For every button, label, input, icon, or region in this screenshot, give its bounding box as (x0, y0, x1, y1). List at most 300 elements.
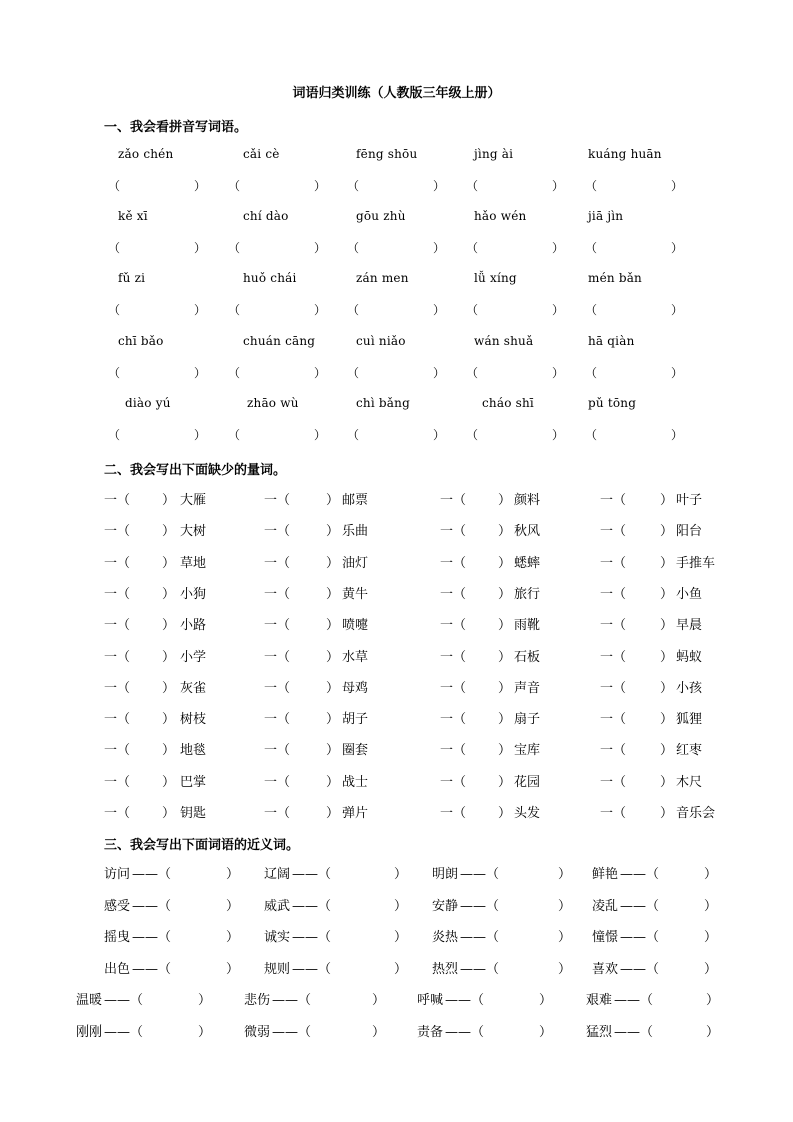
pinyin-prompt: fēng shōu (356, 147, 418, 161)
pinyin-prompt: lǚ xíng (474, 271, 517, 285)
measure-word-item (264, 708, 404, 726)
close-paren: ） (372, 1025, 386, 1040)
open-paren: （ (585, 366, 598, 380)
measure-prefix: 一（ (104, 524, 131, 540)
measure-prefix: 一（ (104, 806, 131, 821)
close-paren: ） (194, 303, 207, 317)
measure-noun: 母鸡 (342, 680, 369, 696)
close-paren: ） (326, 743, 340, 759)
measure-word-item (440, 614, 580, 632)
measure-word-item (440, 677, 580, 695)
close-paren: ） (539, 993, 553, 1009)
close-paren: ） (326, 524, 340, 540)
close-paren: ） (314, 241, 327, 255)
measure-noun: 乐曲 (342, 524, 369, 540)
measure-noun: 喷嚏 (342, 618, 369, 634)
close-paren: ） (660, 806, 674, 821)
measure-noun: 小学 (180, 649, 207, 665)
close-paren: ） (704, 961, 718, 977)
synonym-item (592, 926, 732, 944)
close-paren: ） (433, 428, 446, 442)
measure-word-item (600, 583, 740, 601)
synonym-dash: ——（ (132, 867, 172, 882)
answer-blank (228, 301, 328, 317)
open-paren: （ (108, 303, 121, 317)
close-paren: ） (194, 179, 207, 193)
synonym-word: 热烈 (432, 961, 459, 977)
measure-prefix: 一（ (264, 743, 291, 759)
synonym-item (244, 989, 384, 1007)
pinyin-prompt: cháo shī (482, 396, 534, 410)
close-paren: ） (194, 366, 207, 380)
pinyin-prompt: wán shuǎ (474, 334, 534, 348)
close-paren: ） (394, 867, 408, 882)
synonym-item (244, 1021, 384, 1039)
answer-blank (466, 364, 566, 380)
measure-noun: 弹片 (342, 806, 369, 821)
measure-word-item (264, 552, 404, 570)
measure-noun: 地毯 (180, 743, 207, 759)
measure-noun: 小鱼 (676, 586, 703, 602)
synonym-item (586, 1021, 726, 1039)
measure-prefix: 一（ (440, 586, 467, 602)
synonym-word: 悲伤 (244, 993, 271, 1009)
answer-blank (347, 239, 447, 255)
measure-noun: 钥匙 (180, 806, 207, 821)
measure-noun: 蚂蚁 (676, 649, 703, 665)
synonym-item (417, 1021, 557, 1039)
measure-word-item (600, 677, 740, 695)
measure-word-item (440, 520, 580, 538)
synonym-item (592, 863, 732, 881)
measure-prefix: 一（ (600, 586, 627, 602)
synonym-dash: ——（ (620, 930, 660, 946)
pinyin-prompt: pǔ tōng (588, 396, 637, 410)
measure-word-item (264, 614, 404, 632)
measure-word-item (440, 739, 580, 757)
synonym-word: 摇曳 (104, 930, 131, 946)
measure-prefix: 一（ (440, 743, 467, 759)
synonym-dash: ——（ (460, 930, 500, 946)
close-paren: ） (326, 712, 340, 728)
measure-word-item (264, 802, 404, 820)
close-paren: ） (671, 179, 684, 193)
answer-blank (585, 301, 685, 317)
synonym-item (104, 895, 244, 913)
synonym-dash: ——（ (104, 1025, 144, 1040)
measure-word-item (104, 771, 244, 789)
synonym-word: 威武 (264, 898, 291, 914)
measure-prefix: 一（ (264, 680, 291, 696)
close-paren: ） (660, 555, 674, 571)
close-paren: ） (314, 428, 327, 442)
pinyin-prompt: kuáng huān (588, 147, 662, 161)
open-paren: （ (228, 179, 241, 193)
close-paren: ） (498, 586, 512, 602)
close-paren: ） (326, 806, 340, 821)
close-paren: ） (162, 680, 176, 696)
open-paren: （ (108, 366, 121, 380)
pinyin-prompt: chī bǎo (118, 334, 164, 348)
page-title: 词语归类训练（人教版三年级上册） (292, 86, 501, 101)
measure-noun: 小孩 (676, 680, 703, 696)
measure-word-item (104, 583, 244, 601)
synonym-word: 艰难 (586, 993, 613, 1009)
measure-noun: 旅行 (514, 586, 541, 602)
synonym-word: 责备 (417, 1025, 444, 1040)
close-paren: ） (706, 993, 720, 1009)
pinyin-prompt: jiā jìn (588, 209, 624, 223)
pinyin-prompt: hǎo wén (474, 209, 527, 223)
synonym-word: 访问 (104, 867, 131, 882)
close-paren: ） (162, 555, 176, 571)
measure-noun: 战士 (342, 774, 369, 790)
measure-prefix: 一（ (104, 586, 131, 602)
close-paren: ） (394, 898, 408, 914)
synonym-dash: ——（ (292, 961, 332, 977)
measure-noun: 小路 (180, 618, 207, 634)
measure-word-item (104, 614, 244, 632)
close-paren: ） (498, 774, 512, 790)
close-paren: ） (326, 649, 340, 665)
synonym-item (592, 958, 732, 976)
measure-word-item (104, 552, 244, 570)
close-paren: ） (660, 586, 674, 602)
measure-prefix: 一（ (600, 743, 627, 759)
measure-noun: 扇子 (514, 712, 541, 728)
answer-blank (466, 426, 566, 442)
synonym-item (586, 989, 726, 1007)
measure-prefix: 一（ (264, 586, 291, 602)
measure-noun: 雨靴 (514, 618, 541, 634)
measure-word-item (264, 583, 404, 601)
measure-prefix: 一（ (600, 618, 627, 634)
answer-blank (585, 177, 685, 193)
measure-noun: 木尺 (676, 774, 703, 790)
measure-word-item (264, 771, 404, 789)
synonym-word: 规则 (264, 961, 291, 977)
measure-prefix: 一（ (104, 774, 131, 790)
close-paren: ） (162, 649, 176, 665)
close-paren: ） (314, 366, 327, 380)
measure-prefix: 一（ (600, 774, 627, 790)
measure-prefix: 一（ (264, 774, 291, 790)
synonym-dash: ——（ (104, 993, 144, 1009)
close-paren: ） (552, 366, 565, 380)
synonym-dash: ——（ (620, 961, 660, 977)
measure-word-item (104, 802, 244, 820)
measure-noun: 颜料 (514, 493, 541, 508)
measure-noun: 声音 (514, 680, 541, 696)
close-paren: ） (162, 493, 176, 508)
close-paren: ） (372, 993, 386, 1009)
open-paren: （ (108, 241, 121, 255)
measure-noun: 宝库 (514, 743, 541, 759)
measure-prefix: 一（ (440, 524, 467, 540)
close-paren: ） (226, 930, 240, 946)
pinyin-prompt: chí dào (243, 209, 289, 223)
pinyin-prompt: zán men (356, 271, 409, 285)
synonym-word: 感受 (104, 898, 131, 914)
close-paren: ） (704, 930, 718, 946)
close-paren: ） (671, 366, 684, 380)
synonym-item (264, 895, 408, 914)
measure-word-item (440, 583, 580, 601)
close-paren: ） (394, 930, 408, 946)
close-paren: ） (326, 493, 340, 508)
answer-blank (108, 239, 208, 255)
open-paren: （ (347, 241, 360, 255)
measure-word-item (440, 708, 580, 726)
answer-blank (228, 239, 328, 255)
open-paren: （ (466, 428, 479, 442)
synonym-item (264, 958, 408, 977)
synonym-item (432, 958, 572, 976)
answer-blank (347, 426, 447, 442)
close-paren: ） (326, 680, 340, 696)
synonym-word: 憧憬 (592, 930, 619, 946)
pinyin-prompt: chì bǎng (356, 396, 410, 410)
close-paren: ） (433, 179, 446, 193)
measure-noun: 油灯 (342, 555, 369, 571)
open-paren: （ (585, 428, 598, 442)
open-paren: （ (228, 428, 241, 442)
pinyin-prompt: huǒ chái (243, 271, 297, 285)
measure-word-item (440, 646, 580, 664)
synonym-word: 温暖 (76, 993, 103, 1009)
close-paren: ） (552, 428, 565, 442)
measure-prefix: 一（ (440, 493, 467, 508)
measure-noun: 胡子 (342, 712, 369, 728)
measure-word-item (600, 489, 740, 507)
measure-prefix: 一（ (600, 493, 627, 508)
measure-word-item (440, 552, 580, 570)
close-paren: ） (671, 241, 684, 255)
answer-blank (585, 364, 685, 380)
measure-prefix: 一（ (104, 712, 131, 728)
measure-noun: 巴掌 (180, 774, 207, 790)
measure-prefix: 一（ (600, 555, 627, 571)
close-paren: ） (660, 493, 674, 508)
synonym-dash: ——（ (460, 961, 500, 977)
open-paren: （ (585, 303, 598, 317)
measure-prefix: 一（ (440, 806, 467, 821)
answer-blank (108, 364, 208, 380)
close-paren: ） (162, 586, 176, 602)
measure-noun: 小狗 (180, 586, 207, 602)
section-3-heading: 三、我会写出下面词语的近义词。 (104, 838, 300, 853)
close-paren: ） (394, 961, 408, 977)
close-paren: ） (558, 930, 572, 946)
close-paren: ） (162, 806, 176, 821)
measure-word-item (264, 646, 404, 664)
pinyin-prompt: kě xī (118, 209, 148, 223)
open-paren: （ (228, 366, 241, 380)
synonym-dash: ——（ (292, 930, 332, 946)
measure-noun: 狐狸 (676, 712, 703, 728)
synonym-dash: ——（ (614, 993, 654, 1009)
synonym-word: 鲜艳 (592, 867, 619, 882)
measure-word-item (104, 708, 244, 726)
close-paren: ） (498, 806, 512, 821)
pinyin-prompt: jìng ài (474, 147, 514, 161)
close-paren: ） (198, 993, 212, 1009)
close-paren: ） (226, 898, 240, 914)
measure-prefix: 一（ (440, 712, 467, 728)
close-paren: ） (326, 586, 340, 602)
answer-blank (228, 426, 328, 442)
open-paren: （ (466, 303, 479, 317)
close-paren: ） (498, 618, 512, 634)
measure-prefix: 一（ (600, 712, 627, 728)
measure-noun: 秋风 (514, 524, 541, 540)
measure-prefix: 一（ (600, 649, 627, 665)
measure-prefix: 一（ (600, 524, 627, 540)
measure-prefix: 一（ (264, 524, 291, 540)
close-paren: ） (162, 618, 176, 634)
answer-blank (108, 301, 208, 317)
pinyin-prompt: chuán cāng (243, 334, 316, 348)
measure-prefix: 一（ (104, 618, 131, 634)
measure-noun: 蟋蟀 (514, 555, 541, 571)
synonym-dash: ——（ (132, 930, 172, 946)
measure-word-item (600, 520, 740, 538)
synonym-item (417, 989, 557, 1007)
pinyin-prompt: cǎi cè (243, 147, 280, 161)
section-2-heading: 二、我会写出下面缺少的量词。 (104, 463, 287, 478)
close-paren: ） (162, 524, 176, 540)
measure-word-item (264, 677, 404, 695)
measure-word-item (440, 802, 580, 820)
answer-blank (466, 301, 566, 317)
synonym-item (432, 926, 572, 944)
close-paren: ） (326, 618, 340, 634)
measure-prefix: 一（ (104, 649, 131, 665)
close-paren: ） (314, 179, 327, 193)
pinyin-prompt: gōu zhù (356, 209, 406, 223)
synonym-item (264, 863, 408, 882)
close-paren: ） (660, 774, 674, 790)
synonym-dash: ——（ (460, 898, 500, 914)
answer-blank (347, 301, 447, 317)
synonym-item (432, 895, 572, 913)
measure-noun: 树枝 (180, 712, 207, 728)
close-paren: ） (671, 428, 684, 442)
open-paren: （ (347, 428, 360, 442)
measure-noun: 阳台 (676, 524, 703, 540)
measure-word-item (600, 739, 740, 757)
close-paren: ） (498, 743, 512, 759)
measure-prefix: 一（ (264, 712, 291, 728)
measure-prefix: 一（ (104, 493, 131, 508)
pinyin-prompt: zhāo wù (247, 396, 299, 410)
synonym-dash: ——（ (445, 993, 485, 1009)
synonym-dash: ——（ (272, 1025, 312, 1040)
synonym-item (264, 926, 408, 946)
measure-word-item (264, 489, 404, 507)
synonym-word: 刚刚 (76, 1025, 103, 1040)
measure-word-item (104, 520, 244, 538)
measure-prefix: 一（ (440, 774, 467, 790)
synonym-dash: ——（ (445, 1025, 485, 1040)
synonym-item (432, 863, 572, 881)
pinyin-prompt: hā qiàn (588, 334, 635, 348)
close-paren: ） (558, 867, 572, 882)
synonym-dash: ——（ (614, 1025, 654, 1040)
synonym-item (592, 895, 732, 913)
section-1-heading: 一、我会看拼音写词语。 (104, 120, 248, 135)
measure-noun: 黄牛 (342, 586, 369, 602)
measure-prefix: 一（ (104, 743, 131, 759)
measure-prefix: 一（ (264, 618, 291, 634)
synonym-dash: ——（ (272, 993, 312, 1009)
measure-word-item (440, 771, 580, 789)
close-paren: ） (704, 867, 718, 882)
open-paren: （ (228, 303, 241, 317)
measure-noun: 手推车 (676, 555, 716, 571)
open-paren: （ (108, 428, 121, 442)
measure-noun: 头发 (514, 806, 541, 821)
close-paren: ） (498, 555, 512, 571)
synonym-item (76, 1021, 216, 1039)
close-paren: ） (198, 1025, 212, 1040)
measure-noun: 早晨 (676, 618, 703, 634)
open-paren: （ (585, 179, 598, 193)
close-paren: ） (498, 712, 512, 728)
close-paren: ） (498, 493, 512, 508)
close-paren: ） (162, 774, 176, 790)
open-paren: （ (466, 366, 479, 380)
close-paren: ） (558, 961, 572, 977)
synonym-dash: ——（ (292, 898, 332, 914)
measure-word-item (600, 646, 740, 664)
close-paren: ） (433, 303, 446, 317)
open-paren: （ (466, 179, 479, 193)
close-paren: ） (706, 1025, 720, 1040)
measure-word-item (264, 739, 404, 757)
measure-prefix: 一（ (440, 649, 467, 665)
close-paren: ） (226, 867, 240, 882)
synonym-word: 凌乱 (592, 898, 619, 914)
measure-word-item (600, 552, 740, 570)
close-paren: ） (660, 743, 674, 759)
answer-blank (347, 364, 447, 380)
synonym-word: 辽阔 (264, 867, 291, 882)
measure-prefix: 一（ (264, 555, 291, 571)
measure-word-item (264, 520, 404, 538)
close-paren: ） (433, 366, 446, 380)
measure-noun: 大树 (180, 524, 207, 540)
close-paren: ） (314, 303, 327, 317)
measure-prefix: 一（ (104, 680, 131, 696)
measure-prefix: 一（ (600, 806, 627, 821)
close-paren: ） (552, 241, 565, 255)
open-paren: （ (466, 241, 479, 255)
synonym-word: 安静 (432, 898, 459, 914)
measure-word-item (600, 614, 740, 632)
pinyin-prompt: mén bǎn (588, 271, 642, 285)
close-paren: ） (552, 179, 565, 193)
close-paren: ） (498, 649, 512, 665)
measure-noun: 叶子 (676, 493, 703, 508)
close-paren: ） (704, 898, 718, 914)
measure-prefix: 一（ (264, 493, 291, 508)
synonym-dash: ——（ (620, 867, 660, 882)
answer-blank (466, 239, 566, 255)
measure-word-item (104, 739, 244, 757)
synonym-word: 猛烈 (586, 1025, 613, 1040)
close-paren: ） (671, 303, 684, 317)
